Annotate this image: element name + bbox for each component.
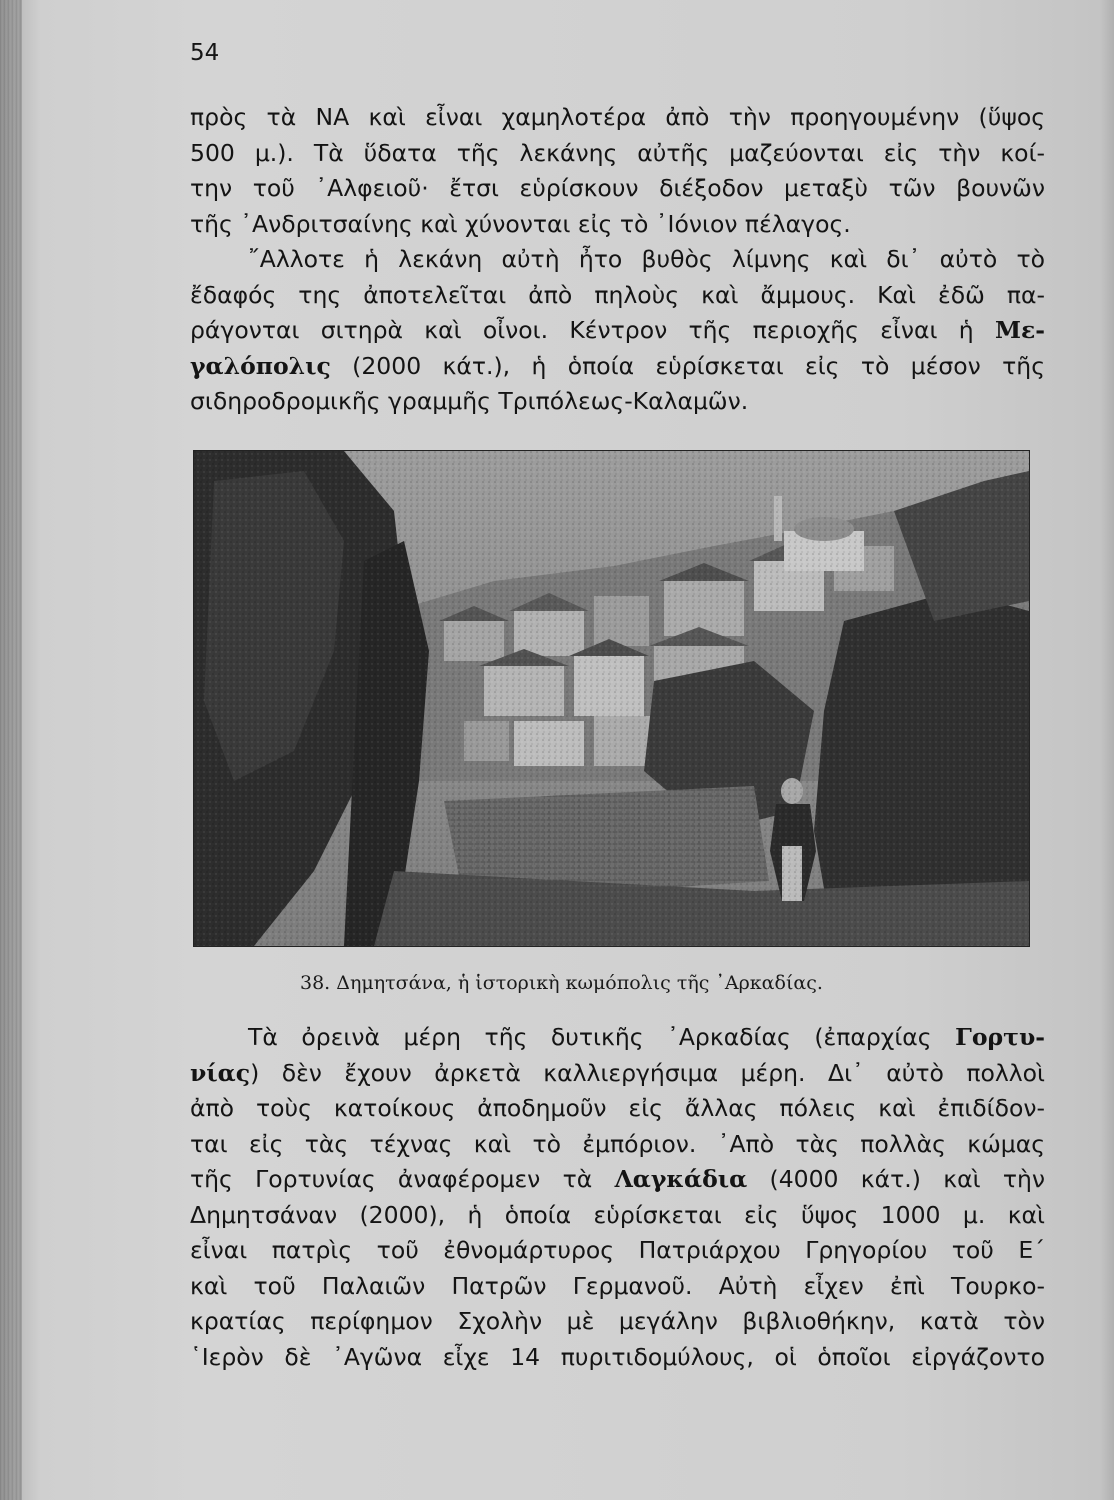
bold-term: Γορτυ- xyxy=(955,1023,1045,1051)
page-edge xyxy=(0,0,22,1500)
text-line: ἀπὸ τοὺς κατοίκους ἀποδημοῦν εἰς ἄλλας πόλεις καὶ ἐπιδίδον- xyxy=(190,1094,1045,1122)
text-line: σιδηροδρομικῆς γραμμῆς Τριπόλεως-Καλαμῶν. xyxy=(190,387,749,415)
bold-term: Λαγκάδια xyxy=(614,1165,748,1193)
photo-caption: 38. Δημητσάνα, ἡ ἱστορικὴ κωμόπολις τῆς ᾿Αρκαδίας. xyxy=(300,972,823,994)
text-line: ῾Ιερὸν δὲ ᾿Αγῶνα εἶχε 14 πυριτιδομύλους, οἱ ὁποῖοι εἰργάζοντο xyxy=(190,1342,1045,1371)
text-line: τῆς ᾿Ανδριτσαίνης καὶ χύνονται εἰς τὸ ᾿Ιόνιον πέλαγος. xyxy=(190,209,851,238)
text-line: πρὸς τὰ ΝΑ καὶ εἶναι χαμηλοτέρα ἀπὸ τὴν προηγουμένην (ὕψος xyxy=(190,103,1045,131)
text-line xyxy=(190,1162,1045,1198)
text-line xyxy=(190,349,1045,385)
text-line: εἶναι πατρὶς τοῦ ἐθνομάρτυρος Πατριάρχου Γρηγορίου τοῦ Ε´ xyxy=(190,1236,1045,1264)
text-segment: (2000 κάτ.), ἡ ὁποία εὑρίσκεται εἰς τὸ μέσον τῆς xyxy=(330,351,1045,380)
text-line: την τοῦ ᾿Αλφειοῦ· ἔτσι εὑρίσκουν διέξοδον μεταξὺ τῶν βουνῶν xyxy=(190,174,1045,202)
text-segment: τῆς Γορτυνίας ἀναφέρομεν τὰ xyxy=(190,1165,615,1193)
bold-term: νίας xyxy=(190,1058,251,1087)
text-line: Δημητσάναν (2000), ἡ ὁποία εὑρίσκεται εἰς ὕψος 1000 μ. καὶ xyxy=(190,1200,1045,1229)
text-line: ται εἰς τὰς τέχνας καὶ τὸ ἐμπόριον. ᾿Απὸ τὰς πολλὰς κώμας xyxy=(190,1129,1045,1158)
photo-dimitsana xyxy=(193,450,1030,947)
bold-term: γαλόπολις xyxy=(190,351,331,380)
text-line: κρατίας περίφημον Σχολὴν μὲ μεγάλην βιβλιοθήκην, κατὰ τὸν xyxy=(190,1307,1045,1335)
paragraph-1 xyxy=(190,100,1045,420)
text-line: 500 μ.). Τὰ ὕδατα τῆς λεκάνης αὐτῆς μαζεύονται εἰς τὴν κοί- xyxy=(190,138,1045,167)
text-segment: ) δὲν ἔχουν ἀρκετὰ καλλιεργήσιμα μέρη. Δι᾿ αὐτὸ πολλοὶ xyxy=(250,1058,1045,1087)
text-line: ῎Αλλοτε ἡ λεκάνη αὐτὴ ἦτο βυθὸς λίμνης καὶ δι᾿ αὐτὸ τὸ xyxy=(248,245,1045,273)
text-segment: Τὰ ὀρεινὰ μέρη τῆς δυτικῆς ᾿Αρκαδίας (ἐπαρχίας xyxy=(248,1023,956,1051)
text-line xyxy=(190,1020,1045,1056)
text-line xyxy=(190,313,1045,349)
text-line: καὶ τοῦ Παλαιῶν Πατρῶν Γερμανοῦ. Αὐτὴ εἶχεν ἐπὶ Τουρκο- xyxy=(190,1271,1045,1300)
paragraph-2 xyxy=(190,1020,1045,1375)
page-number: 54 xyxy=(190,40,220,66)
text-line: ἔδαφός της ἀποτελεῖται ἀπὸ πηλοὺς καὶ ἄμμους. Καὶ ἐδῶ πα- xyxy=(190,280,1045,309)
text-segment: ράγονται σιτηρὰ καὶ οἶνοι. Κέντρον τῆς περιοχῆς εἶναι ἡ xyxy=(190,316,995,344)
photo-illustration xyxy=(194,451,1029,946)
text-segment: (4000 κάτ.) καὶ τὴν xyxy=(747,1165,1045,1193)
text-line xyxy=(190,1056,1045,1092)
bold-term: Με- xyxy=(994,316,1045,344)
